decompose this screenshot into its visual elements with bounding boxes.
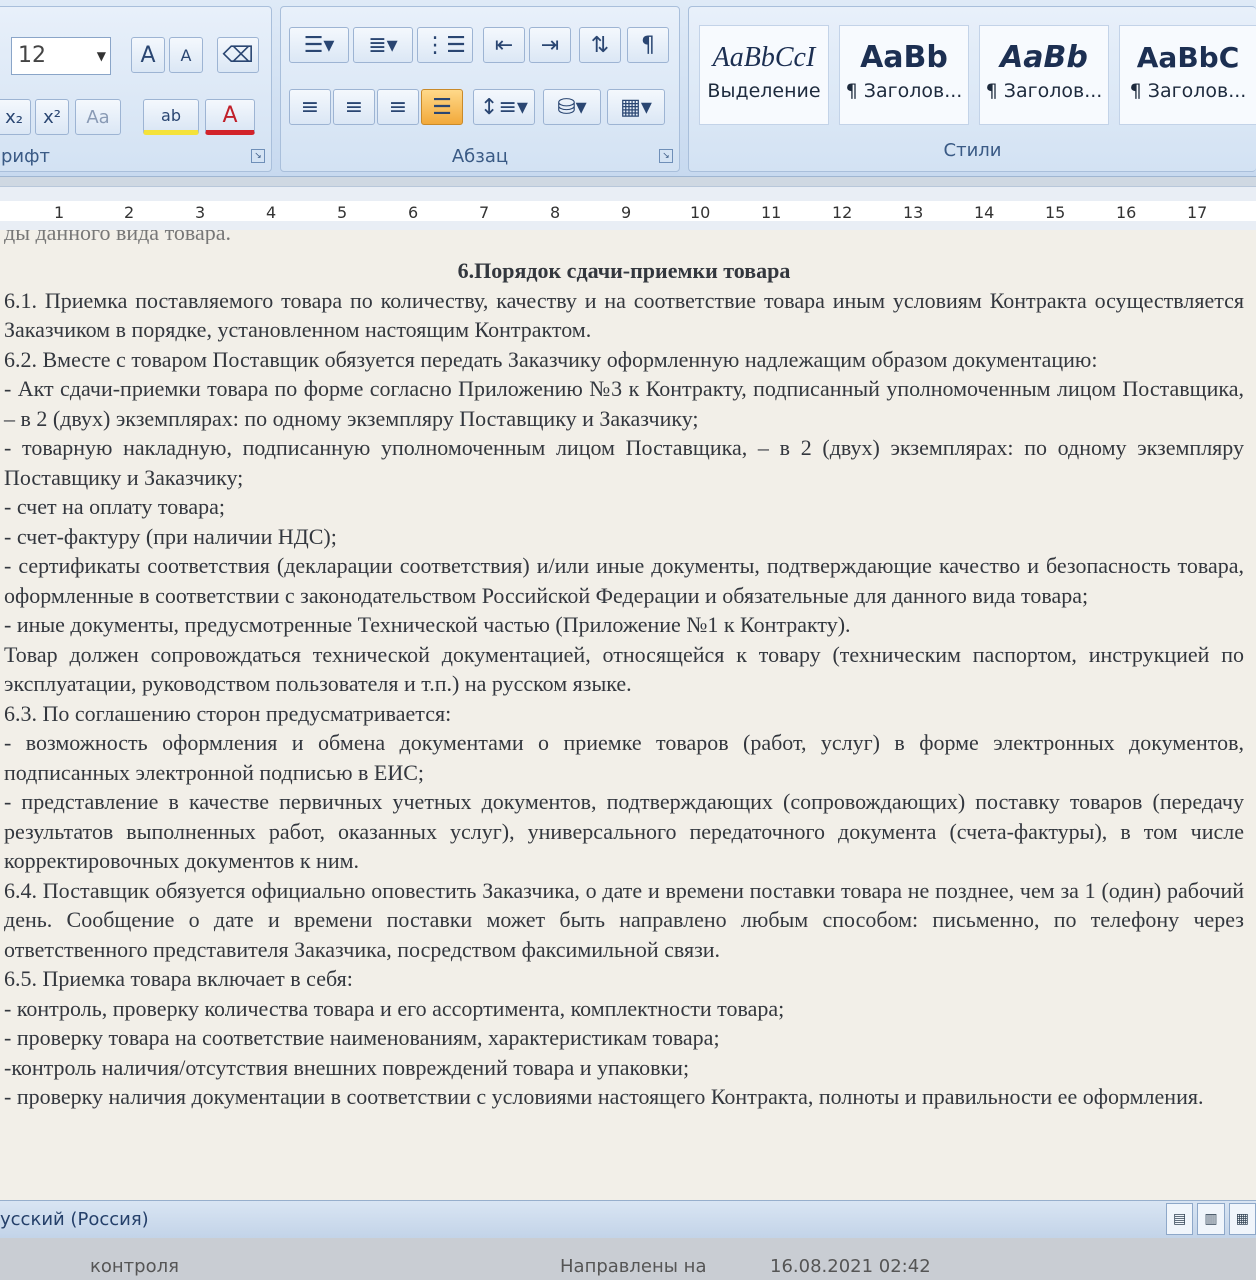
multilevel-list-button[interactable] (417, 27, 473, 63)
ruler-tick: 13 (903, 203, 924, 222)
paragraph: Товар должен сопровождаться технической документацией, относящейся к товару (техническим паспортом, инструкцией по эксплуатации, руководством пользователя и т.п.) на русском языке. (4, 641, 1244, 696)
superscript-label: x² (43, 106, 61, 128)
style-name: ¶ Заголов... (985, 80, 1103, 102)
style-sample: AaBb (860, 40, 948, 75)
ruler-tick: 1 (54, 203, 65, 222)
ruler-tick: 3 (195, 203, 206, 222)
font-group-label: рифт (1, 146, 50, 167)
ruler-tick: 2 (124, 203, 135, 222)
chevron-down-icon[interactable]: ▼ (96, 49, 106, 63)
clear-formatting-button[interactable] (217, 37, 259, 73)
paragraph-dialog-launcher-icon[interactable]: ↘ (659, 149, 673, 163)
increase-indent-button[interactable] (529, 27, 571, 63)
cut-off-line: ды данного вида товара. (4, 230, 232, 244)
paragraph: 6.5. Приемка товара включает в себя: (4, 966, 353, 991)
ruler-tick: 9 (621, 203, 632, 222)
paragraph: - возможность оформления и обмена документами о приемке товаров (работ, услуг) в форме электронных документов, подписанных электронной подписью в ЕИС; (4, 730, 1244, 785)
paragraph-group-label: Абзац (451, 146, 509, 167)
style-sample: AaBbC (1136, 41, 1240, 74)
decrease-indent-icon: ⇤ (494, 32, 514, 58)
show-formatting-button[interactable] (627, 27, 669, 63)
ruler-tick: 17 (1187, 203, 1208, 222)
ruler-tick: 14 (974, 203, 995, 222)
style-name: ¶ Заголов... (845, 80, 963, 102)
align-center-icon: ≡ (344, 94, 364, 120)
shrink-font-label: A (180, 45, 192, 65)
ruler-tick: 6 (408, 203, 419, 222)
paragraph: 6.1. Приемка поставляемого товара по количеству, качеству и на соответствие товара иным условиям Контракта осуществляется Заказчиком в порядке, установленном настоящим Контрактом. (4, 287, 1244, 342)
sort-button[interactable] (579, 27, 621, 63)
ruler-tick: 7 (479, 203, 490, 222)
ruler-tick: 16 (1116, 203, 1137, 222)
eraser-icon: ⌫ (222, 42, 254, 68)
superscript-button[interactable] (35, 99, 69, 135)
background-text-mid: Направлены на (560, 1256, 707, 1277)
font-group (0, 6, 272, 172)
increase-indent-icon: ⇥ (540, 32, 560, 58)
ruler-tick: 12 (832, 203, 853, 222)
style-name: ¶ Заголов... (1129, 80, 1247, 102)
numbering-button[interactable] (353, 27, 413, 63)
align-center-button[interactable] (333, 89, 375, 125)
document-page[interactable] (0, 230, 1256, 1200)
borders-button[interactable] (607, 89, 665, 125)
paragraph: - сертификаты соответствия (декларации соответствия) и/или иные документы, подтверждающие качество и безопасность товара, оформленные в соответствии с законодательством Российской Федерации и обязательные для данного вида товара; (4, 553, 1244, 608)
full-screen-reading-view-icon[interactable]: ▥ (1197, 1203, 1224, 1235)
style-item-emphasis[interactable] (699, 25, 829, 125)
subscript-label: x₂ (5, 106, 23, 128)
font-size-value: 12 (18, 43, 46, 68)
highlight-button[interactable] (143, 99, 199, 135)
align-left-button[interactable] (289, 89, 331, 125)
font-color-button[interactable] (205, 99, 255, 135)
paragraph: - представление в качестве первичных учетных документов, подтверждающих (сопровождающих) поставку товаров (передачу результатов выполненных работ, оказанных услуг), универсального передаточного документа (счета-фактуры), в том числе корректировочных документов к ним. (4, 789, 1244, 873)
style-item-heading-3[interactable] (1119, 25, 1256, 125)
paragraph: - счет на оплату товара; (4, 494, 225, 519)
subscript-button[interactable] (0, 99, 31, 135)
style-sample: AaBbCcI (712, 42, 816, 73)
styles-group-label: Стили (943, 140, 1002, 161)
grow-font-label: A (140, 42, 156, 68)
change-case-button[interactable] (75, 99, 121, 135)
paragraph-group (280, 6, 680, 172)
bottom-strip (0, 1238, 1256, 1280)
justify-icon: ☰ (432, 94, 452, 120)
ruler-tick: 15 (1045, 203, 1066, 222)
style-item-heading-1[interactable] (839, 25, 969, 125)
justify-button[interactable] (421, 89, 463, 125)
ruler-tick: 4 (266, 203, 277, 222)
paragraph: - контроль, проверку количества товара и его ассортимента, комплектности товара; (4, 995, 785, 1021)
font-size-dropdown[interactable] (11, 37, 111, 75)
paragraph: 6.3. По соглашению сторон предусматривается: (4, 700, 452, 726)
status-bar (0, 1200, 1256, 1239)
align-left-icon: ≡ (300, 94, 320, 120)
style-item-heading-2[interactable] (979, 25, 1109, 125)
view-buttons (1166, 1203, 1256, 1235)
paragraph: - проверку наличия документации в соответствии с условиями настоящего Контракта, полноты и правильности ее оформления. (4, 1084, 1204, 1109)
document-body[interactable] (4, 230, 1244, 1112)
paragraph: 6.2. Вместе с товаром Поставщик обязуется передать Заказчику оформленную надлежащим образом документацию: (4, 346, 1098, 372)
grow-font-button[interactable] (131, 37, 165, 73)
bullets-icon: ☰▾ (303, 32, 335, 58)
paragraph: - товарную накладную, подписанную уполномоченным лицом Поставщика, – в 2 (двух) экземплярах: по одному экземпляру Поставщику и Заказчику; (4, 435, 1244, 490)
style-name: Выделение (707, 80, 821, 102)
section-heading: 6.Порядок сдачи-приемки товара (457, 258, 791, 283)
pilcrow-icon: ¶ (641, 32, 655, 58)
paint-bucket-icon: ⛁▾ (557, 94, 587, 120)
paragraph: - проверку товара на соответствие наименованиям, характеристикам товара; (4, 1025, 720, 1050)
ruler-tick: 11 (761, 203, 782, 222)
sort-icon: ⇅ (590, 32, 610, 58)
paragraph: - Акт сдачи-приемки товара по форме согласно Приложению №3 к Контракту, подписанный уполномоченным лицом Поставщика, – в 2 (двух) экземплярах: по одному экземпляру Поставщику и Заказчику; (4, 376, 1244, 431)
paragraph: - счет-фактуру (при наличии НДС); (4, 523, 337, 549)
ruler-tick: 8 (550, 203, 561, 222)
shrink-font-button[interactable] (169, 37, 203, 73)
font-color-label: A (222, 102, 238, 128)
font-dialog-launcher-icon[interactable]: ↘ (251, 149, 265, 163)
paragraph: -контроль наличия/отсутствия внешних повреждений товара и упаковки; (4, 1054, 690, 1080)
paragraph: - иные документы, предусмотренные Технической частью (Приложение №1 к Контракту). (4, 612, 851, 637)
web-layout-view-icon[interactable]: ▦ (1229, 1203, 1256, 1235)
horizontal-ruler[interactable] (0, 186, 1256, 232)
paragraph: 6.4. Поставщик обязуется официально оповестить Заказчика, о дате и времени поставки товара не позднее, чем за 1 (один) рабочий день. Сообщение о дате и времени поставки может быть направлено любым способом: письменно, по телефону через ответственного представителя Заказчика, посредством факсимильной связи. (4, 877, 1244, 962)
ruler-tick: 5 (337, 203, 348, 222)
print-layout-view-icon[interactable]: ▤ (1166, 1203, 1193, 1235)
shading-button[interactable] (543, 89, 601, 125)
ribbon (0, 0, 1256, 177)
ruler-tick: 10 (690, 203, 711, 222)
highlight-label: ab (161, 105, 181, 125)
bullets-button[interactable] (289, 27, 349, 63)
line-spacing-button[interactable] (473, 89, 535, 125)
align-right-icon: ≡ (388, 94, 408, 120)
decrease-indent-button[interactable] (483, 27, 525, 63)
change-case-label: Aa (86, 106, 110, 128)
background-text-left: контроля (90, 1256, 179, 1277)
line-spacing-icon: ↕≡▾ (480, 94, 528, 120)
borders-icon: ▦▾ (620, 94, 652, 120)
numbering-icon: ≣▾ (368, 32, 398, 58)
styles-group (688, 6, 1256, 172)
style-sample: AaBb (1000, 40, 1088, 75)
language-indicator[interactable]: усский (Россия) (0, 1209, 149, 1230)
multilevel-list-icon: ⋮☰ (424, 32, 466, 58)
background-date: 16.08.2021 02:42 (770, 1256, 931, 1277)
align-right-button[interactable] (377, 89, 419, 125)
